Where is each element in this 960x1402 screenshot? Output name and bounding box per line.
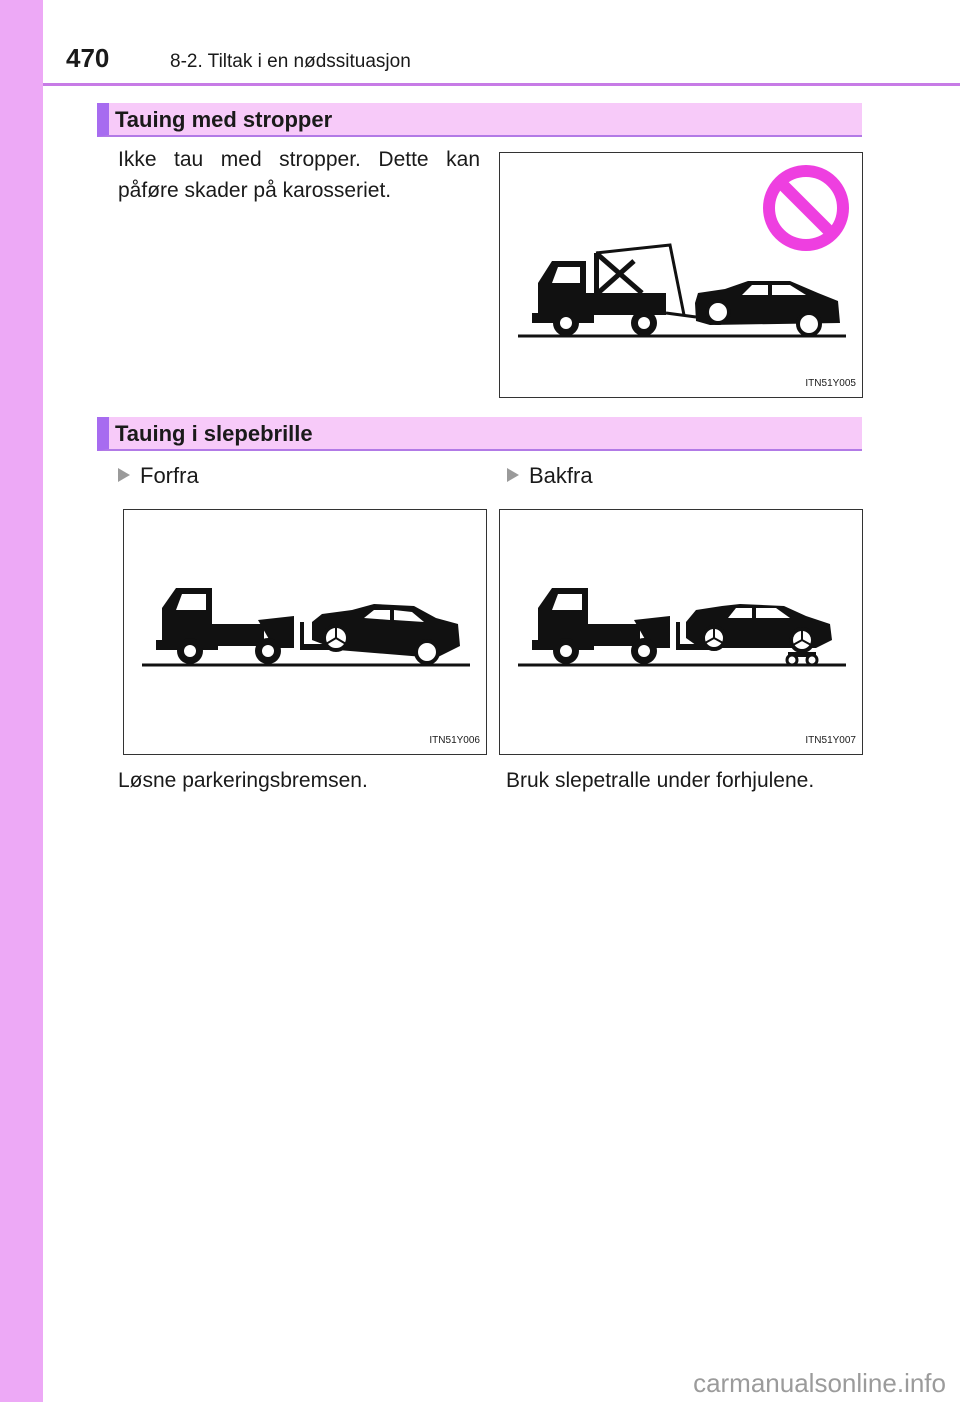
towed-car-icon: [686, 604, 832, 651]
figure-strap-towing: [499, 152, 863, 398]
figure-rear-towing: [499, 509, 863, 755]
figure-front-towing: [123, 509, 487, 755]
strap-towing-illustration: [500, 153, 862, 397]
page-number: 470: [66, 43, 110, 73]
towed-car-icon: [695, 281, 840, 335]
chapter-title: 8-2. Tiltak i en nødssituasjon: [170, 51, 411, 72]
front-caption: Løsne parkeringsbremsen.: [118, 769, 368, 792]
rear-towing-illustration: [500, 510, 862, 754]
figure-code: ITN51Y007: [805, 735, 856, 746]
towed-car-icon: [312, 604, 460, 663]
side-strip: [0, 0, 43, 1402]
section-title-straps: Tauing med stropper: [115, 107, 333, 132]
warning-text: Ikke tau med stropper. Dette kan påføre skader på karosseriet.: [118, 148, 480, 202]
watermark: carmanualsonline.info: [693, 1368, 946, 1398]
header-rule: [43, 83, 960, 86]
figure-code: ITN51Y005: [805, 378, 856, 389]
subheading-rear: [507, 462, 593, 490]
tow-truck-icon: [532, 245, 696, 336]
figure-code: ITN51Y006: [429, 735, 480, 746]
subheading-rear-label: Bakfra: [529, 463, 593, 488]
front-towing-illustration: [124, 510, 486, 754]
triangle-bullet-icon: [118, 468, 130, 482]
rear-caption: Bruk slepetralle under forhjulene.: [506, 769, 815, 792]
section-heading-straps: [97, 103, 862, 137]
subheading-front-label: Forfra: [140, 463, 199, 488]
subheading-front: [118, 462, 199, 490]
section-heading-wheel-lift: [97, 417, 862, 451]
tow-dolly-icon: [787, 652, 817, 665]
tow-truck-icon: [156, 588, 334, 664]
section-title-wheel-lift: Tauing i slepebrille: [115, 421, 313, 446]
tow-truck-icon: [532, 588, 710, 664]
triangle-bullet-icon: [507, 468, 519, 482]
prohibition-icon: [769, 171, 843, 245]
